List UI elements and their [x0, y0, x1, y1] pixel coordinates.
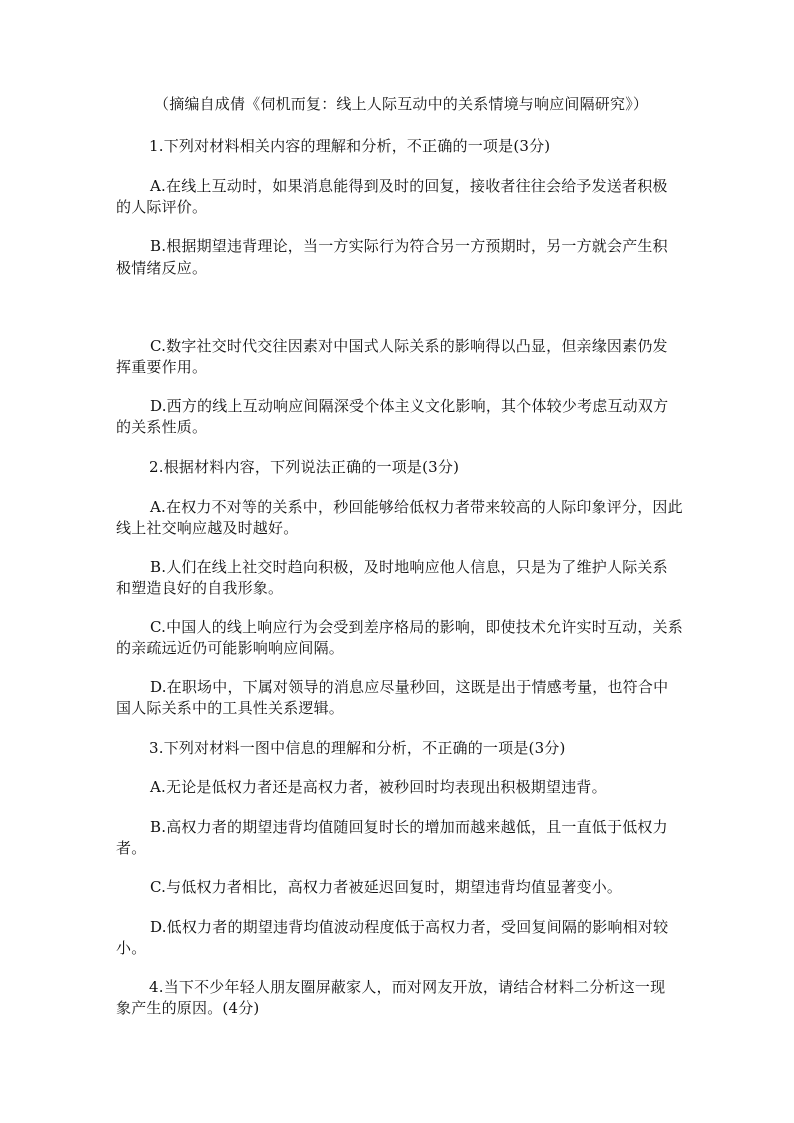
question-2-option-b: B.人们在线上社交时趋向积极，及时地响应他人信息，只是为了维护人际关系和塑造良好的自我形象。 — [116, 558, 668, 597]
question-1-option-b-cont: 极情绪反应。 — [116, 259, 208, 277]
question-2-stem: 2.根据材料内容，下列说法正确的一项是(3分) — [149, 458, 460, 476]
question-3-stem: 3.下列对材料一图中信息的理解和分析，不正确的一项是(3分) — [149, 739, 566, 757]
question-3-option-a: A.无论是低权力者还是高权力者，被秒回时均表现出积极期望违背。 — [150, 778, 607, 796]
question-1-option-b: B.根据期望违背理论，当一方实际行为符合另一方预期时，另一方就会产生积 — [150, 237, 668, 255]
question-3-option-b: B.高权力者的期望违背均值随回复时长的增加而越来越低，且一直低于低权力者。 — [116, 818, 668, 857]
question-1-stem: 1.下列对材料相关内容的理解和分析，不正确的一项是(3分) — [149, 137, 551, 155]
question-4-stem: 4.当下不少年轻人朋友圈屏蔽家人，而对网友开放，请结合材料二分析这一现象产生的原因。(4分) — [116, 978, 666, 1017]
question-2-option-d: D.在职场中，下属对领导的消息应尽量秒回，这既是出于情感考量，也符合中国人际关系中的工具性关系逻辑。 — [116, 678, 669, 717]
source-citation: （摘编自成倩《伺机而复：线上人际互动中的关系情境与响应间隔研究》） — [154, 95, 649, 113]
question-1-option-a: A.在线上互动时，如果消息能得到及时的回复，接收者往往会给予发送者积极的人际评价。 — [116, 177, 668, 216]
question-3-option-c: C.与低权力者相比，高权力者被延迟回复时，期望违背均值显著变小。 — [150, 878, 623, 896]
question-2-option-a: A.在权力不对等的关系中，秒回能够给低权力者带来较高的人际印象评分，因此线上社交响应越及时越好。 — [116, 498, 683, 537]
question-1-option-c: C.数字社交时代交往因素对中国式人际关系的影响得以凸显，但亲缘因素仍发挥重要作用。 — [116, 337, 668, 376]
question-3-option-d: D.低权力者的期望违背均值波动程度低于高权力者，受回复间隔的影响相对较小。 — [116, 918, 669, 957]
question-2-option-c: C.中国人的线上响应行为会受到差序格局的影响，即使技术允许实时互动，关系的亲疏远近仍可能影响响应间隔。 — [116, 618, 683, 657]
question-1-option-d: D.西方的线上互动响应间隔深受个体主义文化影响，其个体较少考虑互动双方的关系性质。 — [116, 397, 669, 436]
